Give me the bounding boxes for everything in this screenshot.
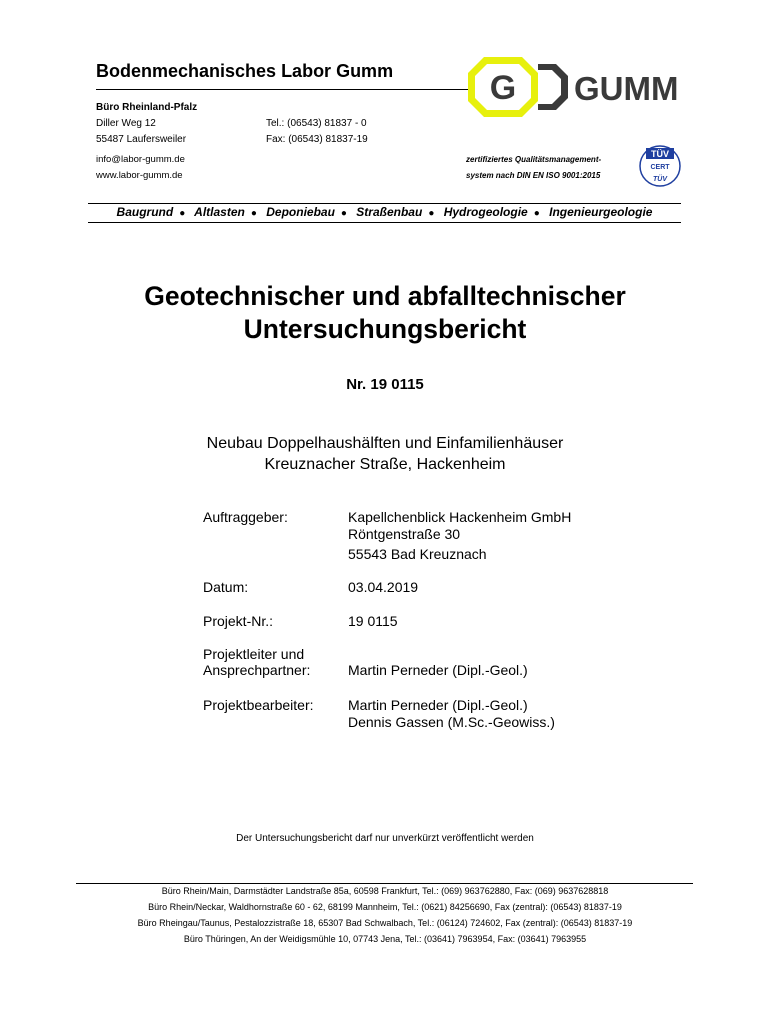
bullet-icon: ● xyxy=(340,208,347,219)
date-label: Datum: xyxy=(203,579,249,595)
client-name: Kapellchenblick Hackenheim GmbH xyxy=(348,509,572,525)
date-value: 03.04.2019 xyxy=(348,579,419,595)
client-street: Röntgenstraße 30 xyxy=(348,526,461,542)
header-divider xyxy=(96,89,468,90)
client-city: 55543 Bad Kreuznach xyxy=(348,546,487,562)
project-lead-value: Martin Perneder (Dipl.-Geol.) xyxy=(348,662,528,678)
service-bar xyxy=(88,205,681,219)
tuv-seal-bottom: TÜV xyxy=(653,176,667,183)
footer-office-line: Büro Thüringen, An der Weidigsmühle 10, 07743 Jena, Tel.: (03641) 7963954, Fax: (03641) 7963955 xyxy=(183,934,587,944)
publication-notice: Der Untersuchungsbericht darf nur unverkürzt veröffentlicht werden xyxy=(236,833,534,844)
service-bar-top-rule xyxy=(88,203,681,204)
report-number: Nr. 19 0115 xyxy=(346,376,424,393)
office-city: 55487 Laufersweiler xyxy=(96,134,187,145)
project-editor-label: Projektbearbeiter: xyxy=(203,697,314,713)
project-line-2: Kreuznacher Straße, Hackenheim xyxy=(264,456,506,473)
service-bar-bottom-rule xyxy=(88,222,681,223)
office-fax: Fax: (06543) 81837-19 xyxy=(266,134,368,145)
office-street: Diller Weg 12 xyxy=(96,118,156,129)
project-editor-value-2: Dennis Gassen (M.Sc.-Geowiss.) xyxy=(348,714,555,730)
service-item: Deponiebau xyxy=(266,205,335,219)
service-item: Baugrund xyxy=(116,205,174,219)
office-address xyxy=(96,100,197,148)
footer-office-line: Büro Rhein/Main, Darmstädter Landstraße 85a, 60598 Frankfurt, Tel.: (069) 963762880, Fax: (069) 9637628818 xyxy=(161,886,609,896)
office-tel: Tel.: (06543) 81837 - 0 xyxy=(266,118,367,129)
footer-office-line: Büro Rhein/Neckar, Waldhornstraße 60 - 62, 68199 Mannheim, Tel.: (0621) 84256690, Fax (zentral): (06543) 81837-19 xyxy=(148,902,622,912)
service-item: Hydrogeologie xyxy=(443,205,528,219)
service-item: Ingenieurgeologie xyxy=(549,205,653,219)
tuv-seal-top: TÜV xyxy=(651,149,669,159)
client-label: Auftraggeber: xyxy=(203,509,288,525)
office-email: info@labor-gumm.de xyxy=(96,154,185,165)
tuv-seal-cert: CERT xyxy=(650,164,670,171)
report-title-line-1: Geotechnischer und abfalltechnischer xyxy=(144,281,626,311)
certification-text xyxy=(466,152,601,184)
project-no-value: 19 0115 xyxy=(348,613,398,629)
logo-letter: G xyxy=(489,69,517,107)
cert-line-1: zertifiziertes Qualitätsmanagement- xyxy=(466,155,602,164)
logo-text: GUMM xyxy=(574,70,679,107)
project-lead-label-line-2: Ansprechpartner: xyxy=(203,662,311,678)
office-contact xyxy=(96,152,185,184)
office-website: www.labor-gumm.de xyxy=(96,170,183,181)
project-lead-label-line-1: Projektleiter und xyxy=(203,646,305,662)
bullet-icon: ● xyxy=(428,208,435,219)
bullet-icon: ● xyxy=(250,208,257,219)
project-description xyxy=(60,433,710,475)
project-editor-value-1: Martin Perneder (Dipl.-Geol.) xyxy=(348,697,528,713)
bullet-icon: ● xyxy=(179,208,186,219)
office-name: Büro Rheinland-Pfalz xyxy=(96,102,198,113)
footer-office-line: Büro Rheingau/Taunus, Pestalozzistraße 18, 65307 Bad Schwalbach, Tel.: (06124) 724602, Fax (zentral): (06543) 81837-19 xyxy=(137,918,633,928)
cert-line-2: system nach DIN EN ISO 9001:2015 xyxy=(466,171,601,180)
service-item: Altlasten xyxy=(194,205,245,219)
office-phone xyxy=(266,116,368,148)
bullet-icon: ● xyxy=(533,208,540,219)
footer-offices xyxy=(60,883,710,947)
project-no-label: Projekt-Nr.: xyxy=(203,613,274,629)
tuv-cert-seal xyxy=(632,145,688,188)
gumm-logo xyxy=(466,55,691,119)
company-name: Bodenmechanisches Labor Gumm xyxy=(96,61,394,81)
project-line-1: Neubau Doppelhaushälften und Einfamilienhäuser xyxy=(206,435,564,452)
service-item: Straßenbau xyxy=(356,205,423,219)
report-title-line-2: Untersuchungsbericht xyxy=(243,314,527,344)
report-title xyxy=(60,280,710,346)
